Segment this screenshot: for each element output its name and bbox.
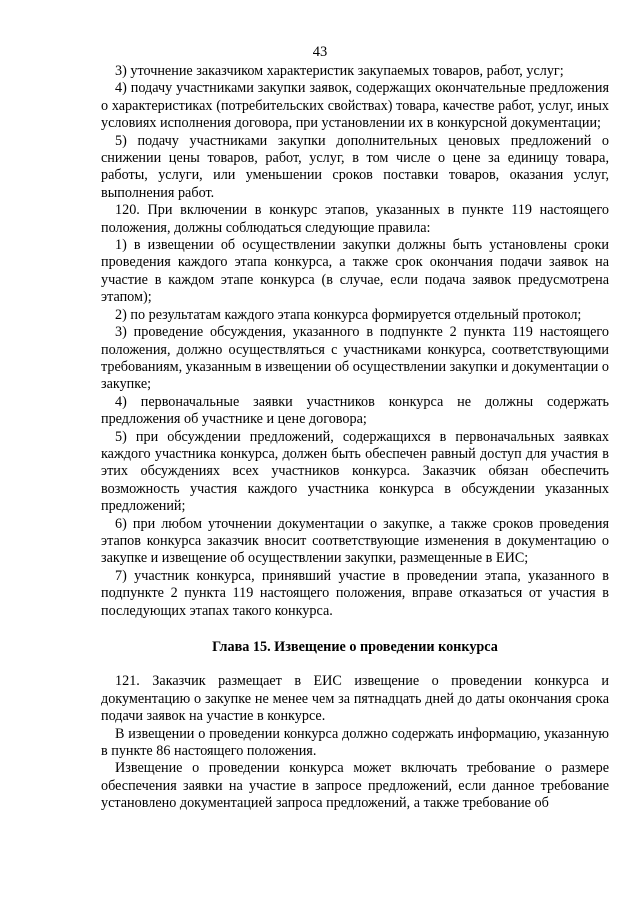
paragraph: 6) при любом уточнении документации о закупке, а также сроков проведения этапов конкурса заказчик вносит соответствующие изменения в документацию о закупке и извещение об осуществлении закупки, размещенные в ЕИС; [101, 515, 609, 567]
paragraph: 5) подачу участниками закупки дополнительных ценовых предложений о снижении цены товаров, работ, услуг, в том числе о цене за единицу товара, работы, услуги, или уменьшении сроков поставки товаров, оказания услуг, выполнения работ. [101, 132, 609, 201]
paragraph: 120. При включении в конкурс этапов, указанных в пункте 119 настоящего положения, должны соблюдаться следующие правила: [101, 202, 609, 236]
paragraph: 2) по результатам каждого этапа конкурса формируется отдельный протокол; [115, 306, 582, 323]
paragraph: 3) проведение обсуждения, указанного в подпункте 2 пункта 119 настоящего положения, должно осуществляться с участниками конкурса, соответствующими требованиям, указанным в извещении об осуществлении закупки и документации о закупке; [101, 324, 609, 393]
paragraph: 7) участник конкурса, принявший участие в проведении этапа, указанного в подпункте 2 пункта 119 настоящего положения, вправе отказаться от участия в последующих этапах такого конкурса. [101, 567, 609, 619]
paragraph: 4) первоначальные заявки участников конкурса не должны содержать предложения об участнике и цене договора; [101, 393, 609, 428]
paragraph: 4) подачу участниками закупки заявок, содержащих окончательные предложения о характеристиках (потребительских свойствах) товара, качестве работ, услуг, иных условиях исполнения договора, при установлении их в конкурсной документации; [101, 80, 609, 132]
page-number: 43 [312, 44, 328, 60]
paragraph: 1) в извещении об осуществлении закупки должны быть установлены сроки проведения каждого этапа конкурса, а также срок окончания подачи заявок на участие в каждом этапе конкурса (в случае, если подача заявок предусмотрена этапом); [101, 237, 609, 306]
paragraph: 3) уточнение заказчиком характеристик закупаемых товаров, работ, услуг; [115, 63, 564, 79]
paragraph: 5) при обсуждении предложений, содержащихся в первоначальных заявках каждого участника конкурса, должен быть обеспечен равный доступ для участия в этих обсуждениях всех участников конкурса. Заказчик обязан обеспечить возможность участия каждого участника конкурса в обсуждении указанных предложений; [101, 428, 609, 515]
chapter-heading: Глава 15. Извещение о проведении конкурса [212, 639, 498, 655]
document-body [101, 63, 609, 813]
paragraph: В извещении о проведении конкурса должно содержать информацию, указанную в пункте 86 настоящего положения. [101, 725, 609, 760]
paragraph: 121. Заказчик размещает в ЕИС извещение о проведении конкурса и документацию о закупке не менее чем за пятнадцать дней до даты окончания срока подачи заявок на участие в конкурсе. [101, 673, 609, 725]
paragraph: Извещение о проведении конкурса может включать требование о размере обеспечения заявки на участие в запросе предложений, если данное требование установлено документацией запроса предложений, а также требование об [101, 760, 609, 812]
